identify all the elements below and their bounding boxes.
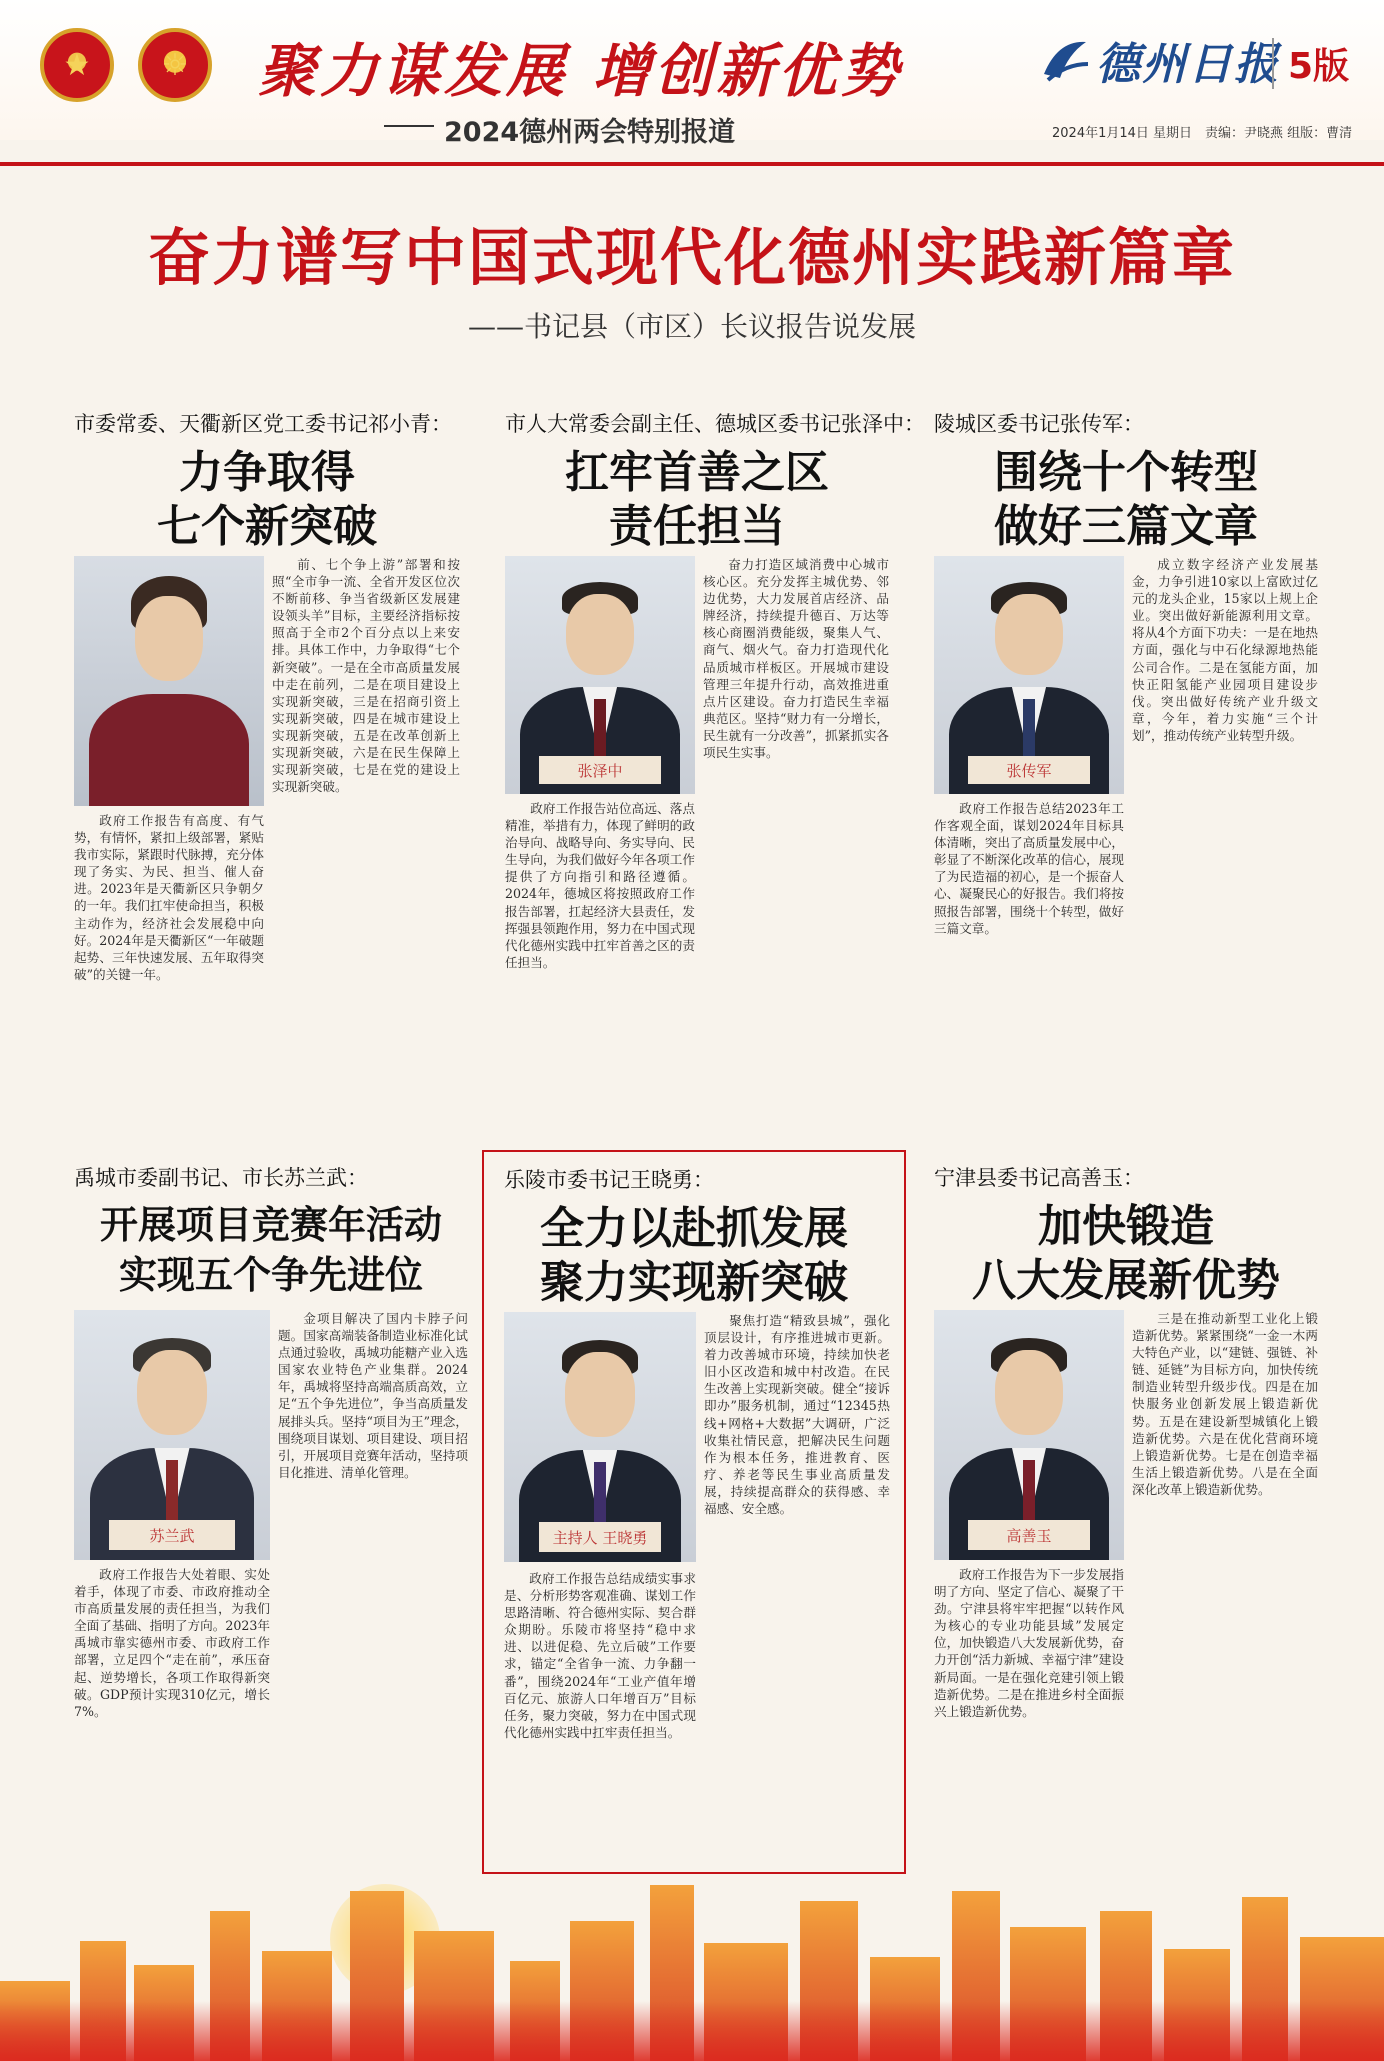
national-emblem-icon: ★ xyxy=(40,28,114,102)
article-title-line: 聚力实现新突破 xyxy=(540,1257,848,1308)
newspaper-name: 德州日报 xyxy=(1096,39,1280,90)
article-kicker: 乐陵市委书记王晓勇： xyxy=(504,1168,714,1192)
article-body xyxy=(74,1566,270,1862)
article-paragraph: 政府工作报告总结2023年工作客观全面，谋划2024年目标具体清晰，突出了高质量发展中心，彰显了不断深化改革的信心，展现了为民造福的初心，是一个振奋人心、凝聚民心的好报告。我们将按照报告部署，围绕十个转型，做好三篇文章。 xyxy=(934,801,1124,936)
newspaper-logo-icon xyxy=(1038,34,1092,88)
article-kicker: 禹城市委副书记、市长苏兰武： xyxy=(74,1166,368,1190)
article-title-line: 加快锻造 xyxy=(1038,1201,1214,1252)
special-report-label: 2024德州两会特别报道 xyxy=(444,110,735,149)
edition-number: 5版 xyxy=(1272,38,1349,89)
portrait-photo xyxy=(505,556,695,794)
article-title xyxy=(934,446,1318,554)
article-title-line: 实现五个争先进位 xyxy=(118,1252,423,1297)
article-kicker: 陵城区委书记张传军： xyxy=(934,412,1144,436)
article-title-line: 责任担当 xyxy=(609,501,785,552)
article-title xyxy=(505,446,889,554)
article-paragraph: 成立数字经济产业发展基金，力争引进10家以上富欧过亿元的龙头企业，15家以上规上企业。突出做好新能源利用文章。将从4个方面下功夫：一是在地热方面，强化与中石化绿源地热能公司合作。二是在氢能方面，加快正阳氢能产业园项目建设步伐。突出做好传统产业升级文章，今年，着力实施“三个计划”，推动传统产业转型升级。 xyxy=(1132,557,1318,743)
main-headline: 奋力谱写中国式现代化德州实践新篇章 xyxy=(147,221,1236,294)
article-body xyxy=(272,556,460,1098)
article-title-line: 八大发展新优势 xyxy=(972,1255,1280,1306)
portrait-photo xyxy=(74,1310,270,1560)
article-title xyxy=(74,1200,468,1300)
city-skyline-illustration xyxy=(0,1880,1384,2061)
article-gao-shanyu xyxy=(934,1162,1318,1862)
article-kicker: 市委常委、天衢新区党工委书记祁小青： xyxy=(74,412,452,436)
article-body xyxy=(505,800,695,1098)
article-su-lanwu xyxy=(74,1162,468,1862)
article-body xyxy=(934,800,1124,1098)
article-body xyxy=(934,1566,1124,1862)
article-paragraph: 政府工作报告大处着眼、实处着手，体现了市委、市政府推动全市高质量发展的责任担当，为我们全面了基础、指明了方向。2023年禹城市靠实德州市委、市政府工作部署，立足四个“走在前”，承压奋起、逆势增长，各项工作取得新突破。GDP预计实现310亿元，增长7%。 xyxy=(74,1567,270,1719)
article-body xyxy=(504,1570,696,1862)
article-paragraph: 奋力打造区域消费中心城市核心区。充分发挥主城优势、邻边优势，大力发展首店经济、品牌经济，持续提升德百、万达等核心商圈消费能级，聚集人气、商气、烟火气。奋力打造现代化品质城市样板区。开展城市建设管理三年提升行动，高效推进重点片区建设。奋力打造民生幸福典范区。坚持“财力有一分增长，民生就有一分改善”，抓紧抓实各项民生实事。 xyxy=(703,557,889,761)
dateline: 2024年1月14日 星期日 责编：尹晓燕 组版：曹清 xyxy=(1052,126,1353,141)
article-body xyxy=(1132,1310,1318,1862)
article-kicker: 宁津县委书记高善玉： xyxy=(934,1166,1144,1190)
article-zhang-zezhong xyxy=(505,408,925,1098)
article-qi-xiaoqing xyxy=(74,408,460,1098)
article-title-line: 开展项目竞赛年活动 xyxy=(99,1202,442,1247)
article-title xyxy=(484,1202,904,1310)
article-paragraph: 政府工作报告站位高远、落点精准，举措有力，体现了鲜明的政治导向、战略导向、务实导向、民生导向，为我们做好今年各项工作提供了方向指引和路径遵循。2024年，德城区将按照政府工作报告部署，扛起经济大县责任，发挥强县领跑作用，努力在中国式现代化德州实践中扛牢首善之区的责任担当。 xyxy=(505,801,695,970)
masthead xyxy=(0,0,1384,148)
article-zhang-chuanjun xyxy=(934,408,1318,1098)
masthead-divider xyxy=(0,162,1384,166)
name-plate: 高善玉 xyxy=(968,1520,1090,1550)
portrait-photo xyxy=(934,556,1124,794)
article-body xyxy=(704,1312,890,1862)
article-title-line: 七个新突破 xyxy=(157,501,377,552)
article-paragraph: 聚焦打造“精致县城”，强化顶层设计，有序推进城市更新。着力改善城市环境，持续加快老旧小区改造和城中村改造。在民生改善上实现新突破。健全“接诉即办”服务机制，通过“12345热线+网格+大数据”大调研，广泛收集社情民意，把解决民生问题作为根本任务，推进教育、医疗、养老等民生事业高质量发展，持续提高群众的获得感、幸福感、安全感。 xyxy=(704,1313,890,1517)
portrait-photo xyxy=(74,556,264,806)
article-title-line: 扛牢首善之区 xyxy=(565,447,829,498)
article-paragraph: 政府工作报告为下一步发展指明了方向、坚定了信心、凝聚了干劲。宁津县将牢牢把握“以转作风为核心的专业功能县域”发展定位，加快锻造八大发展新优势，奋力开创“活力新城、幸福宁津”建设新局面。一是在强化竞建引领上锻造新优势。二是在推进乡村全面振兴上锻造新优势。 xyxy=(934,1567,1124,1719)
article-paragraph: 前、七个争上游”部署和按照“全市争一流、全省开发区位次不断前移、争当省级新区发展建设领头羊”目标，主要经济指标按照高于全市2个百分点以上来安排。具体工作中，力争取得“七个新突破”。一是在全市高质量发展中走在前列，二是在项目建设上实现新突破，三是在招商引资上实现新突破，四是在城市建设上实现新突破，五是在改革创新上实现新突破，六是在民生保障上实现新突破，七是在党的建设上实现新突破。 xyxy=(272,557,460,795)
article-body xyxy=(703,556,889,1098)
article-title-line: 力争取得 xyxy=(179,447,355,498)
main-subheadline: ——书记县（市区）长议报告说发展 xyxy=(467,310,916,343)
article-title-line: 围绕十个转型 xyxy=(994,447,1258,498)
skyline-glow xyxy=(0,2001,1384,2061)
masthead-slogan: 聚力谋发展 增创新优势 xyxy=(258,37,903,105)
portrait-photo xyxy=(504,1312,696,1562)
article-title-line: 全力以赴抓发展 xyxy=(540,1203,848,1254)
name-plate: 苏兰武 xyxy=(109,1520,234,1550)
name-plate: 主持人 王晓勇 xyxy=(539,1522,662,1552)
cppcc-emblem-icon: ☼ xyxy=(138,28,212,102)
article-title xyxy=(934,1200,1318,1308)
article-paragraph: 金项目解决了国内卡脖子问题。国家高端装备制造业标准化试点通过验收，禹城功能糖产业入选国家农业特色产业集群。2024年，禹城将坚持高端高质高效，立足“五个争先进位”，争当高质量发展排头兵。坚持“项目为王”理念，围绕项目谋划、项目建设、项目招引，开展项目竞赛年活动，坚持项目化推进、清单化管理。 xyxy=(278,1311,468,1480)
name-plate: 张传军 xyxy=(968,756,1090,785)
article-body xyxy=(1132,556,1318,1098)
name-plate: 张泽中 xyxy=(539,756,661,785)
article-paragraph: 三是在推动新型工业化上锻造新优势。紧紧围绕“一金一木两大特色产业，以“建链、强链、补链、延链”为目标方向，加快传统制造业转型升级步伐。四是在加快服务业创新发展上锻造新优势。五是在建设新型城镇化上锻造新优势。六是在优化营商环境上锻造新优势。七是在创造幸福生活上锻造新优势。八是在全面深化改革上锻造新优势。 xyxy=(1132,1311,1318,1497)
article-wang-xiaoyong xyxy=(482,1150,906,1874)
article-title-line: 做好三篇文章 xyxy=(994,501,1258,552)
article-kicker: 市人大常委会副主任、德城区委书记张泽中： xyxy=(505,412,925,436)
article-body xyxy=(278,1310,468,1862)
article-title xyxy=(74,446,460,554)
article-body xyxy=(74,812,264,1098)
article-paragraph: 政府工作报告有高度、有气势，有情怀，紧扣上级部署，紧贴我市实际，紧跟时代脉搏，充分体现了务实、为民、担当、催人奋进。2023年是天衢新区只争朝夕的一年。我们扛牢使命担当，积极主动作为，经济社会发展稳中向好。2024年是天衢新区“一年破题起势、三年快速发展、五年取得突破”的关键一年。 xyxy=(74,813,264,982)
portrait-photo xyxy=(934,1310,1124,1560)
article-paragraph: 政府工作报告总结成绩实事求是、分析形势客观准确、谋划工作思路清晰、符合德州实际、契合群众期盼。乐陵市将坚持“稳中求进、以进促稳、先立后破”工作要求，锚定“全省争一流、力争翻一番”，围绕2024年“工业产值年增百亿元、旅游人口年增百万”目标任务，聚力突破，努力在中国式现代化德州实践中扛牢责任担当。 xyxy=(504,1571,696,1740)
